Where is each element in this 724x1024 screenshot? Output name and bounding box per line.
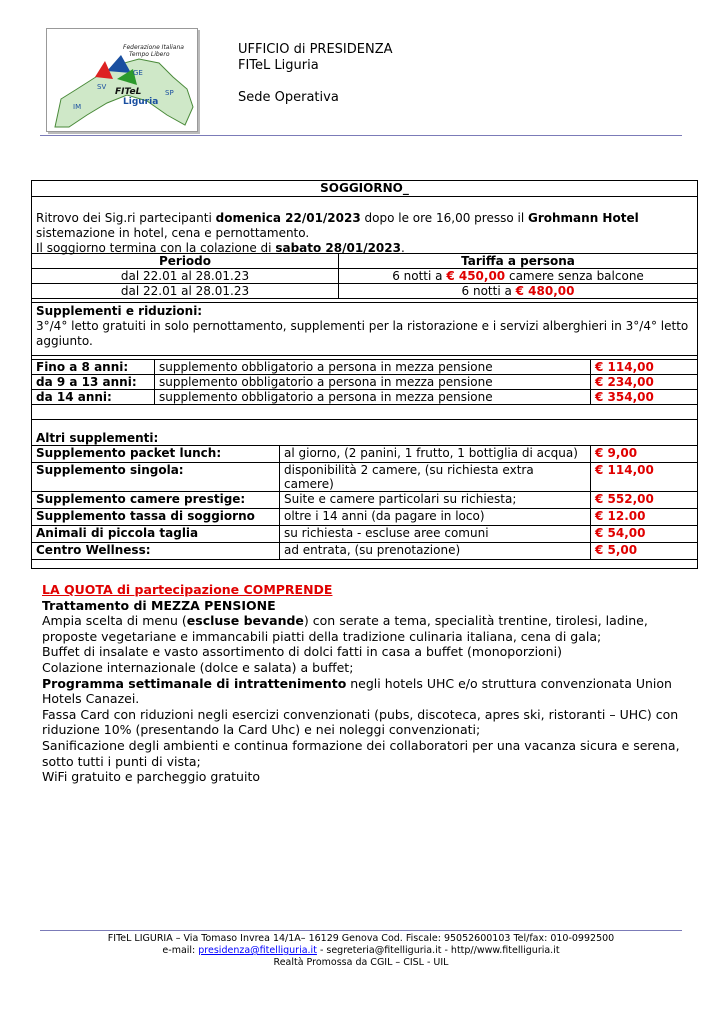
eta-label: da 14 anni: xyxy=(32,390,155,405)
col-periodo: Periodo xyxy=(32,254,339,269)
quota-section xyxy=(42,582,682,785)
footer xyxy=(40,933,682,969)
table-row xyxy=(32,509,698,526)
svg-text:SV: SV xyxy=(97,83,107,91)
table-row xyxy=(32,446,698,463)
header-rule xyxy=(40,135,682,136)
table-row xyxy=(32,543,698,560)
altri-title: Altri supplementi: xyxy=(36,431,159,445)
footer-contacts: e-mail: presidenza@fitelliguria.it - segreteria@fitelliguria.it - http//www.fitelliguria.it xyxy=(162,945,560,956)
altri-label: Supplemento singola: xyxy=(32,463,280,492)
altri-desc: su richiesta - escluse aree comuni xyxy=(280,526,591,543)
altri-table xyxy=(31,445,698,560)
table-row xyxy=(32,269,698,284)
quota-item-sanificazione: Sanificazione degli ambienti e continua formazione dei collaboratori per una vacanza sicura e serena, sotto tutti i punti di vista; xyxy=(42,737,680,769)
table-row xyxy=(32,526,698,543)
svg-text:FITeL: FITeL xyxy=(115,87,142,97)
altri-desc: Suite e camere particolari su richiesta; xyxy=(280,492,591,509)
altri-label: Supplemento tassa di soggiorno xyxy=(32,509,280,526)
quota-title: LA QUOTA di partecipazione COMPRENDE xyxy=(42,582,333,597)
table-row xyxy=(32,360,698,375)
quota-item-fassa-card: Fassa Card con riduzioni negli esercizi convenzionati (pubs, discoteca, apres ski, ristoranti – UHC) con riduzione 10% (presentando la Card Uhc) e nei noleggi convenzionati; xyxy=(42,706,679,738)
liguria-map-icon xyxy=(47,29,197,131)
header-office: UFFICIO di PRESIDENZA xyxy=(238,42,393,57)
altri-desc: al giorno, (2 panini, 1 frutto, 1 bottiglia di acqua) xyxy=(280,446,591,463)
supplementi-box xyxy=(31,302,698,356)
quota-item-menu: Ampia scelta di menu (escluse bevande) con serate a tema, specialità trentine, tirolesi, ladine, proposte vegetariane e immancabili piatti della tradizione culinaria italiana, cena di gala; xyxy=(42,613,648,644)
quota-item-colazione: Colazione internazionale (dolce e salata) a buffet; xyxy=(42,659,354,675)
eta-label: da 9 a 13 anni: xyxy=(32,375,155,390)
eta-desc: supplemento obbligatorio a persona in mezza pensione xyxy=(155,375,591,390)
tariffe-table xyxy=(31,253,698,299)
altri-price: € 552,00 xyxy=(591,492,698,509)
footer-address: FITeL LIGURIA – Via Tomaso Invrea 14/1A– 16129 Genova Cod. Fiscale: 95052600103 Tel/fax: 010-0992500 xyxy=(107,933,615,944)
altri-desc: disponibilità 2 camere, (su richiesta extra camere) xyxy=(280,463,591,492)
svg-text:GE: GE xyxy=(133,69,143,77)
header-org: FITeL Liguria xyxy=(238,58,319,73)
soggiorno-intro: Ritrovo dei Sig.ri partecipanti domenica 22/01/2023 dopo le ore 16,00 presso il Grohmann Hotel sistemazione in hotel, cena e pernottamento. Il soggiorno termina con la colazione di sabato 28/01/2023. xyxy=(36,211,639,255)
row-price: 6 notti a € 450,00 camere senza balcone xyxy=(339,269,698,284)
altri-label: Animali di piccola taglia xyxy=(32,526,280,543)
table-row xyxy=(32,492,698,509)
altri-label: Centro Wellness: xyxy=(32,543,280,560)
svg-text:SP: SP xyxy=(165,89,174,97)
altri-price: € 12.00 xyxy=(591,509,698,526)
eta-desc: supplemento obbligatorio a persona in mezza pensione xyxy=(155,360,591,375)
header-sede: Sede Operativa xyxy=(238,90,339,105)
supplementi-text: 3°/4° letto gratuiti in solo pernottamento, supplementi per la ristorazione e i servizi alberghieri in 3°/4° letto aggiunto. xyxy=(36,319,689,348)
table-header-row xyxy=(32,254,698,269)
email-presidenza-link[interactable]: presidenza@fitelliguria.it xyxy=(198,945,317,956)
table-row xyxy=(32,463,698,492)
svg-text:Tempo Libero: Tempo Libero xyxy=(129,51,170,58)
table-row xyxy=(32,284,698,299)
altri-price: € 9,00 xyxy=(591,446,698,463)
altri-desc: oltre i 14 anni (da pagare in loco) xyxy=(280,509,591,526)
row-period: dal 22.01 al 28.01.23 xyxy=(32,284,339,299)
fitel-logo xyxy=(46,28,198,132)
eta-label: Fino a 8 anni: xyxy=(32,360,155,375)
quota-item-programma: Programma settimanale di intrattenimento negli hotels UHC e/o struttura convenzionata Union Hotels Canazei. xyxy=(42,675,672,707)
svg-text:Federazione Italiana: Federazione Italiana xyxy=(123,44,184,51)
table-row xyxy=(32,375,698,390)
quota-item-wifi: WiFi gratuito e parcheggio gratuito xyxy=(42,769,260,785)
quota-subtitle: Trattamento di MEZZA PENSIONE xyxy=(42,597,276,613)
col-tariffa: Tariffa a persona xyxy=(339,254,698,269)
footer-rule xyxy=(40,930,682,931)
svg-text:IM: IM xyxy=(73,103,82,111)
eta-table xyxy=(31,359,698,405)
eta-desc: supplemento obbligatorio a persona in mezza pensione xyxy=(155,390,591,405)
eta-price: € 234,00 xyxy=(591,375,698,390)
eta-price: € 114,00 xyxy=(591,360,698,375)
altri-price: € 5,00 xyxy=(591,543,698,560)
supplementi-title: Supplementi e riduzioni: xyxy=(36,304,203,318)
quota-item-buffet: Buffet di insalate e vasto assortimento di dolci fatti in casa a buffet (monoporzioni) xyxy=(42,644,562,660)
altri-desc: ad entrata, (su prenotazione) xyxy=(280,543,591,560)
altri-price: € 114,00 xyxy=(591,463,698,492)
eta-price: € 354,00 xyxy=(591,390,698,405)
svg-text:Liguria: Liguria xyxy=(123,97,159,107)
altri-label: Supplemento camere prestige: xyxy=(32,492,280,509)
footer-promotion: Realtà Promossa da CGIL – CISL - UIL xyxy=(273,957,449,968)
altri-label: Supplemento packet lunch: xyxy=(32,446,280,463)
row-price: 6 notti a € 480,00 xyxy=(339,284,698,299)
soggiorno-title: SOGGIORNO_ xyxy=(32,181,697,197)
row-period: dal 22.01 al 28.01.23 xyxy=(32,269,339,284)
altri-price: € 54,00 xyxy=(591,526,698,543)
table-row xyxy=(32,390,698,405)
